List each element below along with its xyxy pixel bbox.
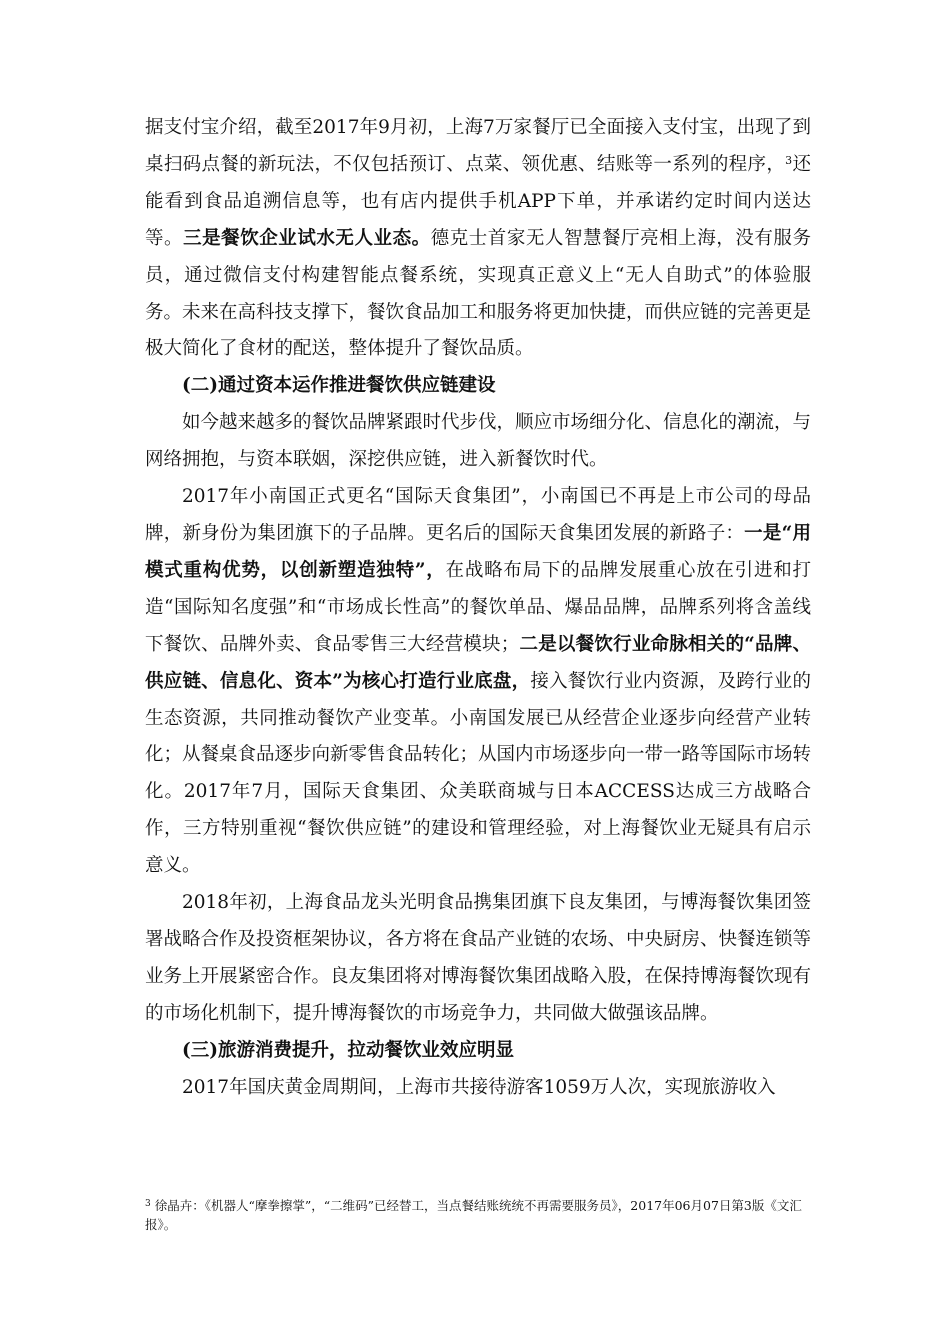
section-heading-tourism: (三)旅游消费提升，拉动餐饮业效应明显 bbox=[182, 1039, 515, 1061]
footnote-marker[interactable]: 3 bbox=[785, 153, 793, 167]
footnote-number: 3 bbox=[145, 1199, 151, 1209]
footnote-divider bbox=[145, 1180, 325, 1181]
paragraph-golden-week: 2017年国庆黄金周期间，上海市共接待游客1059万人次，实现旅游收入 bbox=[182, 1076, 776, 1098]
bold-emphasis: 二是以餐饮行业命脉相关的“品牌、供应链、信息化、资本”为核心打造行业底盘， bbox=[145, 633, 811, 692]
document-body bbox=[145, 110, 811, 1106]
section-heading-capital: (二)通过资本运作推进餐饮供应链建设 bbox=[182, 375, 496, 397]
paragraph-text: 接入餐饮行业内资源，及跨行业的生态资源，共同推动餐饮产业变革。小南国发展已从经营企业逐步向经营产业转化；从餐桌食品逐步向新零售食品转化；从国内市场逐步向一带一路等国际市场转化。2017年7月，国际天食集团、众美联商城与日本ACCESS达成三方战略合作，三方特别重视“餐饮供应链”的建设和管理经验，对上海餐饮业无疑具有启示意义。 bbox=[145, 670, 812, 877]
paragraph-text: 据支付宝介绍，截至2017年9月初，上海7万家餐厅已全面接入支付宝，出现了到桌扫码点餐的新玩法，不仅包括预订、点菜、领优惠、结账等一系列的程序， bbox=[145, 117, 811, 175]
paragraph-bright-food: 2018年初，上海食品龙头光明食品携集团旗下良友集团，与博海餐饮集团签署战略合作及投资框架协议，各方将在食品产业链的农场、中央厨房、快餐连锁等业务上开展紧密合作。良友集团将对博海餐饮集团战略入股，在保持博海餐饮现有的市场化机制下，提升博海餐饮的市场竞争力，共同做大做强该品牌。 bbox=[145, 892, 812, 1024]
paragraph-text: 还能看到食品追溯信息等，也有店内提供手机APP下单，并承诺约定时间内送达等。 bbox=[145, 153, 811, 249]
paragraph-text: 德克士首家无人智慧餐厅亮相上海，没有服务员，通过微信支付构建智能点餐系统，实现真正意义上“无人自助式”的体验服务。未来在高科技支撑下，餐饮食品加工和服务将更加快捷，而供应链的完善更是极大简化了食材的配送，整体提升了餐饮品质。 bbox=[145, 227, 812, 360]
paragraph-text: 2017年小南国正式更名“国际天食集团”，小南国已不再是上市公司的母品牌，新身份为集团旗下的子品牌。更名后的国际天食集团发展的新路子： bbox=[145, 486, 811, 544]
bold-emphasis: 三是餐饮企业试水无人业态。 bbox=[183, 227, 431, 249]
bold-emphasis: 一是“用模式重构优势，以创新塑造独特”， bbox=[145, 522, 811, 581]
paragraph-alipay bbox=[145, 110, 811, 368]
paragraph-text: 在战略布局下的品牌发展重心放在引进和打造“国际知名度强”和“市场成长性高”的餐饮单品、爆品品牌，品牌系列将含盖线下餐饮、品牌外卖、食品零售三大经营模块； bbox=[145, 559, 811, 655]
paragraph-xiaonanguo bbox=[145, 479, 811, 885]
paragraph-new-dining-era: 如今越来越多的餐饮品牌紧跟时代步伐，顺应市场细分化、信息化的潮流，与网络拥抱，与资本联姻，深挖供应链，进入新餐饮时代。 bbox=[145, 412, 812, 471]
footnote bbox=[145, 1196, 805, 1234]
footnote-text: 徐晶卉：《机器人“摩拳擦掌”，“二维码”已经替工，当点餐结账统统不再需要服务员》，2017年06月07日第3版《文汇报》。 bbox=[145, 1198, 802, 1232]
